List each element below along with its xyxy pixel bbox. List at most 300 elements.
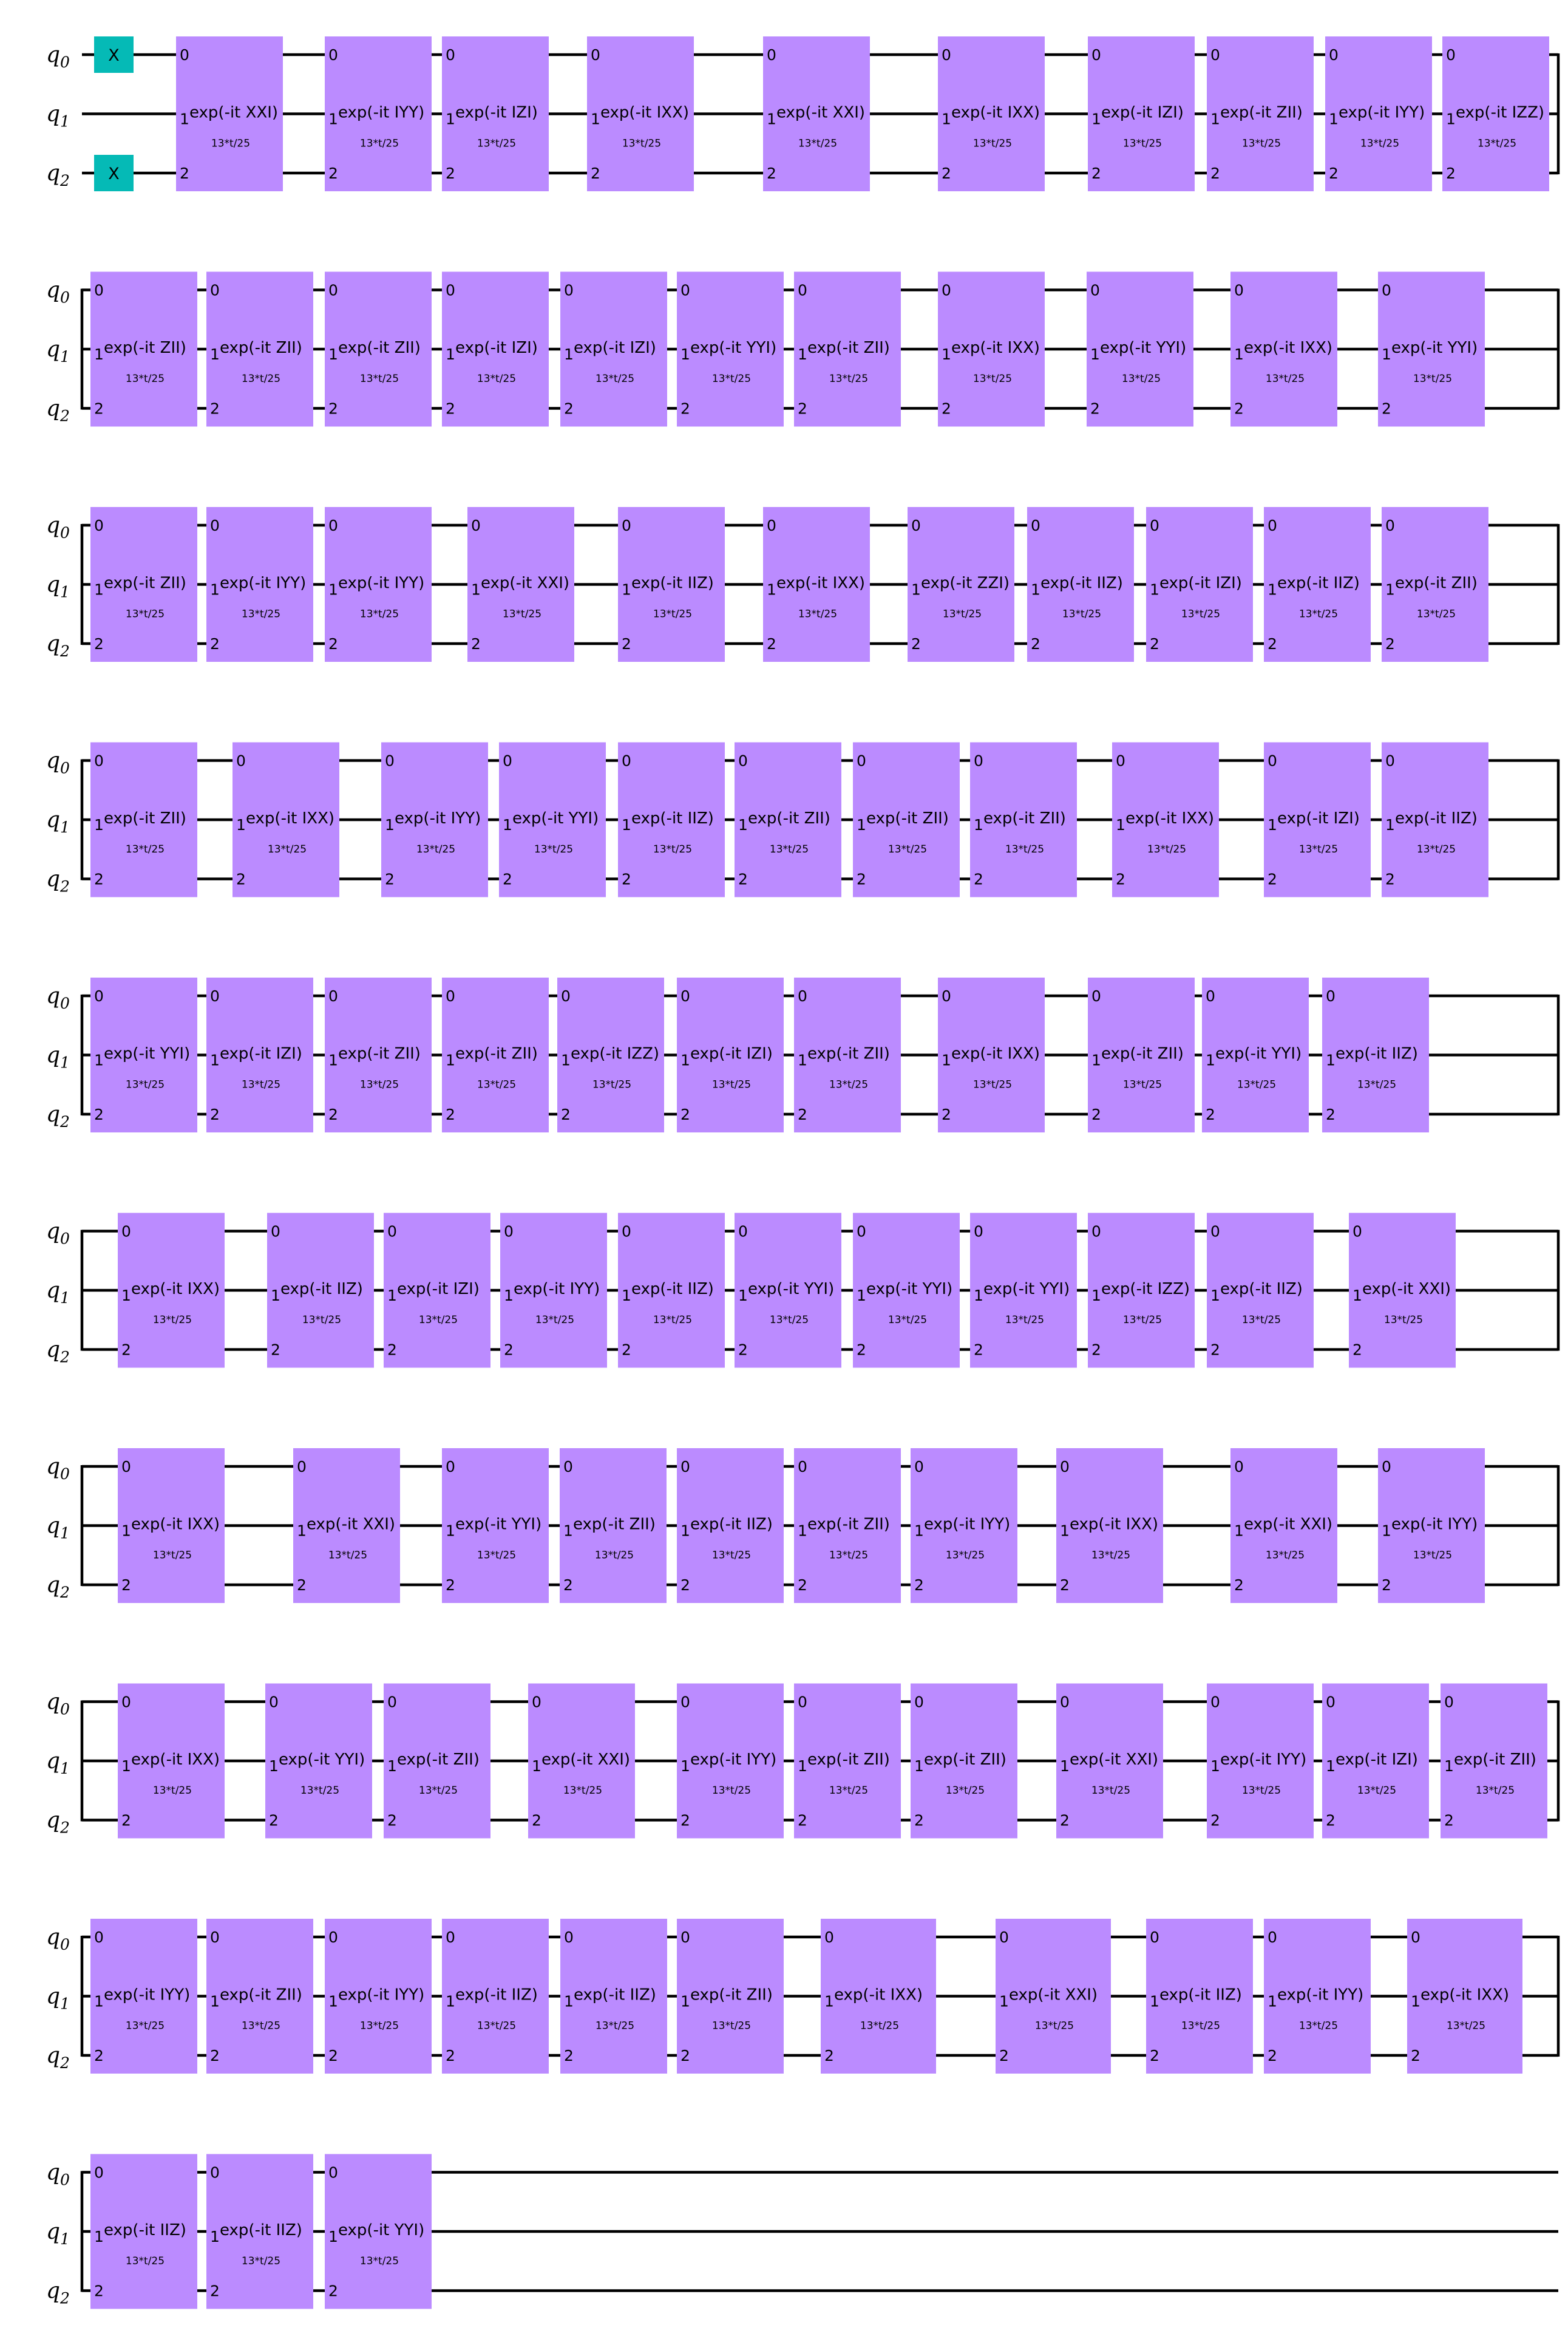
gate-port-0: 0 [1326,987,1336,1005]
gate-label: exp(-it IXX) [131,1280,220,1298]
gate-label: exp(-it ZII) [1454,1751,1536,1769]
gate-port-1: 1 [210,2228,220,2245]
evolution-gate [325,2154,432,2309]
gate-port-0: 0 [738,1222,748,1241]
evolution-gate [1441,1684,1547,1839]
gate-label: exp(-it IZI) [1336,1751,1418,1769]
gate-label: exp(-it IXX) [776,574,866,593]
gate-port-0: 0 [1234,281,1244,299]
gate-port-1: 1 [121,1757,131,1775]
gate-parameter: 13*t/25 [829,1549,869,1562]
gate-port-2: 2 [328,165,338,182]
gate-parameter: 13*t/25 [1005,1314,1045,1326]
gate-port-1: 1 [798,1522,807,1540]
gate-port-1: 1 [269,1757,279,1775]
gate-label: exp(-it ZII) [1101,1044,1184,1063]
qubit-label-q0: $q_0$ [46,43,70,71]
gate-port-2: 2 [1444,1811,1454,1829]
gate-parameter: 13*t/25 [1357,1078,1397,1091]
gate-port-2: 2 [328,2282,338,2300]
x-gate-q0 [94,36,134,73]
gate-port-0: 0 [857,1222,866,1241]
gate-port-1: 1 [1268,580,1277,599]
gate-port-0: 0 [180,46,189,64]
qubit-label-q1: $q_1$ [46,1043,70,1072]
gate-port-0: 0 [328,517,338,534]
gate-port-0: 0 [680,1458,690,1475]
gate-port-2: 2 [1268,870,1277,888]
gate-parameter: 13*t/25 [769,843,809,856]
gate-port-0: 0 [1116,752,1125,770]
gate-port-1: 1 [1210,110,1220,128]
gate-label: exp(-it XXI) [1362,1280,1451,1298]
gate-port-0: 0 [942,281,951,299]
gate-port-2: 2 [974,1341,983,1359]
qubit-label-q0: $q_0$ [46,748,70,777]
gate-port-2: 2 [798,1576,807,1594]
qubit-label-q1: $q_1$ [46,2219,70,2248]
gate-parameter: 13*t/25 [860,2020,900,2032]
gate-parameter: 13*t/25 [241,2255,281,2267]
gate-parameter: 13*t/25 [241,1078,281,1091]
gate-port-0: 0 [622,752,631,770]
gate-port-0: 0 [210,1928,220,1946]
gate-port-2: 2 [532,1811,541,1829]
gate-port-2: 2 [999,2047,1009,2064]
gate-port-1: 1 [561,1051,571,1069]
circuit-row-6 [46,1448,1558,1603]
gate-label: exp(-it ZII) [807,1044,890,1063]
evolution-gate [118,1213,225,1368]
gate-port-2: 2 [738,1341,748,1359]
evolution-gate [996,1919,1111,2074]
evolution-gate [293,1448,400,1603]
gate-parameter: 13*t/25 [1383,1314,1424,1326]
gate-port-2: 2 [297,1576,307,1594]
gate-parameter: 13*t/25 [1446,2020,1486,2032]
evolution-gate [1382,507,1488,662]
evolution-gate [442,1448,549,1603]
gate-port-0: 0 [446,987,455,1005]
gate-port-1: 1 [564,1992,574,2010]
gate-parameter: 13*t/25 [653,1314,693,1326]
gate-port-1: 1 [563,1522,573,1540]
gate-port-1: 1 [622,1287,631,1304]
gate-label: exp(-it ZII) [104,339,186,357]
gate-port-0: 0 [914,1693,924,1711]
gate-parameter: 13*t/25 [477,1078,517,1091]
gate-label: exp(-it YYI) [279,1751,365,1769]
x-gate-label: X [108,46,120,65]
gate-port-1: 1 [1446,110,1456,128]
circuit-row-8 [46,1919,1558,2074]
evolution-gate [763,36,870,191]
gate-parameter: 13*t/25 [359,2020,399,2032]
gate-port-1: 1 [328,580,338,599]
gate-parameter: 13*t/25 [711,1078,752,1091]
gate-port-1: 1 [1268,816,1277,834]
gate-label: exp(-it ZII) [807,1751,890,1769]
gate-parameter: 13*t/25 [328,1549,368,1562]
gate-port-0: 0 [446,46,455,64]
gate-port-2: 2 [1326,1106,1336,1123]
gate-port-2: 2 [798,1811,807,1829]
gate-label: exp(-it ZII) [455,1044,538,1063]
gate-port-0: 0 [1444,1693,1454,1711]
evolution-gate [325,272,432,427]
gate-parameter: 13*t/25 [592,1078,632,1091]
gate-port-0: 0 [121,1458,131,1475]
evolution-gate [677,272,784,427]
evolution-gate [1322,978,1429,1132]
evolution-gate [587,36,694,191]
gate-port-2: 2 [1206,1106,1215,1123]
gate-port-0: 0 [622,1222,631,1241]
evolution-gate [90,272,197,427]
evolution-gate [735,743,841,897]
gate-port-1: 1 [942,1051,951,1069]
gate-port-1: 1 [94,1051,104,1069]
gate-port-2: 2 [328,2047,338,2064]
gate-label: exp(-it YYI) [748,1280,835,1298]
gate-port-0: 0 [269,1693,279,1711]
gate-port-0: 0 [1352,1222,1362,1241]
circuit-row-2 [46,507,1558,662]
gate-port-2: 2 [942,165,951,182]
evolution-gate [1146,507,1253,662]
gate-parameter: 13*t/25 [302,1314,342,1326]
gate-port-0: 0 [798,987,807,1005]
circuit-row-0 [46,36,1558,191]
gate-port-0: 0 [387,1693,397,1711]
gate-port-1: 1 [1091,110,1101,128]
qubit-label-q2: $q_2$ [46,1808,70,1837]
gate-parameter: 13*t/25 [1237,1078,1277,1091]
gate-label: exp(-it IXX) [131,1751,220,1769]
gate-port-0: 0 [121,1222,131,1241]
gate-parameter: 13*t/25 [1241,1785,1281,1797]
gate-port-2: 2 [385,870,395,888]
gate-label: exp(-it ZII) [338,1044,421,1063]
evolution-gate [911,1684,1017,1839]
gate-port-1: 1 [1411,1992,1420,2010]
gate-label: exp(-it YYI) [1100,339,1187,357]
gate-label: exp(-it ZII) [104,574,186,593]
gate-label: exp(-it XXI) [1009,1986,1098,2004]
gate-parameter: 13*t/25 [1416,608,1456,621]
gate-port-1: 1 [1091,1051,1101,1069]
gate-port-1: 1 [680,1757,690,1775]
gate-parameter: 13*t/25 [1413,373,1453,385]
gate-label: exp(-it IIZ) [631,574,714,593]
circuit-row-3 [46,743,1558,897]
gate-port-0: 0 [328,46,338,64]
evolution-gate [206,978,313,1132]
gate-port-2: 2 [1385,870,1395,888]
gate-port-1: 1 [1060,1757,1070,1775]
gate-label: exp(-it ZII) [1220,103,1303,122]
gate-port-0: 0 [622,517,631,534]
gate-label: exp(-it IIZ) [1277,574,1360,593]
evolution-gate [853,743,960,897]
gate-port-1: 1 [564,345,574,363]
gate-port-2: 2 [446,1106,455,1123]
gate-label: exp(-it IXX) [1244,339,1333,357]
gate-parameter: 13*t/25 [418,1314,458,1326]
gate-port-1: 1 [767,110,776,128]
gate-port-1: 1 [974,816,983,834]
qubit-label-q2: $q_2$ [46,161,70,189]
gate-port-0: 0 [1060,1693,1070,1711]
gate-port-1: 1 [680,1522,690,1540]
gate-port-0: 0 [328,281,338,299]
evolution-gate [1442,36,1549,191]
gate-label: exp(-it IZZ) [571,1044,660,1063]
gate-label: exp(-it ZII) [924,1751,1006,1769]
gate-label: exp(-it ZII) [807,339,890,357]
gate-label: exp(-it IZI) [1159,574,1242,593]
evolution-gate [938,36,1045,191]
evolution-gate [1264,743,1371,897]
gate-port-2: 2 [269,1811,279,1829]
gate-port-1: 1 [121,1287,131,1304]
gate-port-0: 0 [1385,752,1395,770]
evolution-gate [1378,272,1485,427]
evolution-gate [938,272,1045,427]
gate-parameter: 13*t/25 [359,137,399,150]
gate-port-2: 2 [622,1341,631,1359]
gate-port-2: 2 [1329,165,1339,182]
gate-port-0: 0 [121,1693,131,1711]
qubit-label-q0: $q_0$ [46,984,70,1012]
evolution-gate [267,1213,374,1368]
gate-parameter: 13*t/25 [1298,608,1339,621]
gate-port-0: 0 [385,752,395,770]
gate-port-0: 0 [1268,752,1277,770]
gate-label: exp(-it ZII) [104,809,186,828]
gate-port-0: 0 [271,1222,280,1241]
gate-port-1: 1 [503,816,512,834]
gate-parameter: 13*t/25 [1122,1078,1162,1091]
gate-label: exp(-it XXI) [307,1515,396,1534]
gate-port-2: 2 [1326,1811,1336,1829]
qubit-label-q0: $q_0$ [46,1454,70,1483]
gate-port-0: 0 [1150,1928,1159,1946]
gate-port-1: 1 [1234,345,1244,363]
gate-port-0: 0 [94,2163,104,2182]
gate-label: exp(-it ZZI) [921,574,1010,593]
evolution-gate [1056,1448,1163,1603]
circuit-row-9 [46,2154,1558,2309]
gate-label: exp(-it ZII) [220,1986,302,2004]
gate-label: exp(-it YYI) [455,1515,542,1534]
gate-port-2: 2 [1352,1341,1362,1359]
gate-parameter: 13*t/25 [1241,1314,1281,1326]
gate-port-2: 2 [446,400,455,418]
gate-port-2: 2 [94,635,104,653]
gate-port-1: 1 [94,2228,104,2245]
evolution-gate [1349,1213,1456,1368]
gate-port-1: 1 [1382,345,1391,363]
gate-port-0: 0 [503,752,512,770]
qubit-label-q1: $q_1$ [46,337,70,366]
gate-label: exp(-it IXX) [834,1986,923,2004]
gate-port-2: 2 [1446,165,1456,182]
gate-port-0: 0 [94,517,104,534]
gate-port-2: 2 [210,635,220,653]
gate-parameter: 13*t/25 [1477,137,1517,150]
evolution-gate [821,1919,936,2074]
evolution-gate [1378,1448,1485,1603]
gate-port-1: 1 [328,345,338,363]
gate-parameter: 13*t/25 [1298,2020,1339,2032]
gate-label: exp(-it IIZ) [631,809,714,828]
evolution-gate [499,743,606,897]
evolution-gate [677,1448,784,1603]
evolution-gate [118,1684,225,1839]
evolution-gate [1027,507,1134,662]
gate-parameter: 13*t/25 [418,1785,458,1797]
circuit-row-1 [46,272,1558,427]
circuit-row-4 [46,978,1558,1132]
circuit-row-5 [46,1213,1558,1368]
evolution-gate [735,1213,841,1368]
gate-parameter: 13*t/25 [972,137,1013,150]
gate-label: exp(-it IIZ) [1220,1280,1303,1298]
gate-parameter: 13*t/25 [653,608,693,621]
gate-port-1: 1 [532,1757,541,1775]
gate-parameter: 13*t/25 [241,2020,281,2032]
gate-port-1: 1 [121,1522,131,1540]
gate-port-2: 2 [210,2047,220,2064]
gate-port-1: 1 [387,1757,397,1775]
gate-port-1: 1 [446,1051,455,1069]
gate-port-1: 1 [1326,1757,1336,1775]
gate-port-2: 2 [1234,1576,1244,1594]
gate-parameter: 13*t/25 [595,373,635,385]
gate-port-2: 2 [914,1576,924,1594]
gate-port-2: 2 [1091,1341,1101,1359]
evolution-gate [794,1448,901,1603]
gate-port-1: 1 [446,1992,455,2010]
gate-port-1: 1 [622,580,631,599]
gate-port-2: 2 [1268,635,1277,653]
gate-port-0: 0 [798,1693,807,1711]
gate-parameter: 13*t/25 [359,373,399,385]
gate-parameter: 13*t/25 [1181,2020,1221,2032]
gate-port-0: 0 [914,1458,924,1475]
gate-port-1: 1 [1206,1051,1215,1069]
qubit-label-q0: $q_0$ [46,2160,70,2189]
gate-parameter: 13*t/25 [125,1078,165,1091]
gate-label: exp(-it ZII) [983,809,1066,828]
gate-parameter: 13*t/25 [1265,1549,1305,1562]
evolution-gate [442,978,549,1132]
gate-port-2: 2 [680,2047,690,2064]
gate-parameter: 13*t/25 [711,2020,752,2032]
gate-port-2: 2 [328,1106,338,1123]
gate-label: exp(-it IYY) [690,1751,777,1769]
gate-port-0: 0 [446,1928,455,1946]
gate-port-0: 0 [94,987,104,1005]
gate-port-1: 1 [1234,1522,1244,1540]
gate-parameter: 13*t/25 [829,1078,869,1091]
gate-port-2: 2 [591,165,600,182]
gate-parameter: 13*t/25 [945,1549,985,1562]
gate-parameter: 13*t/25 [1122,1314,1162,1326]
qubit-label-q1: $q_1$ [46,101,70,131]
gate-port-0: 0 [1382,1458,1391,1475]
circuit-row-7 [46,1684,1558,1839]
gate-port-0: 0 [446,1458,455,1475]
gate-port-0: 0 [798,281,807,299]
qubit-label-q0: $q_0$ [46,1689,70,1718]
gate-parameter: 13*t/25 [125,2020,165,2032]
evolution-gate [528,1684,635,1839]
gate-port-2: 2 [1382,1576,1391,1594]
gate-port-0: 0 [680,281,690,299]
gate-port-1: 1 [446,1522,455,1540]
gate-port-2: 2 [387,1811,397,1829]
gate-label: exp(-it IZI) [1277,809,1360,828]
evolution-gate [560,1919,667,2074]
gate-port-0: 0 [738,752,748,770]
evolution-gate [232,743,339,897]
gate-port-0: 0 [328,987,338,1005]
gate-parameter: 13*t/25 [1091,1785,1131,1797]
evolution-gate [911,1448,1017,1603]
gate-port-2: 2 [1031,635,1040,653]
gate-parameter: 13*t/25 [1413,1549,1453,1562]
gate-port-2: 2 [121,1811,131,1829]
gate-label: exp(-it IZI) [574,339,656,357]
gate-port-1: 1 [680,1051,690,1069]
gate-port-0: 0 [1210,1693,1220,1711]
gate-parameter: 13*t/25 [1121,373,1161,385]
gate-port-0: 0 [1210,46,1220,64]
gate-port-1: 1 [1385,580,1395,599]
evolution-gate [325,507,432,662]
gate-label: exp(-it IIZ) [1159,1986,1242,2004]
gate-label: exp(-it YYI) [983,1280,1070,1298]
evolution-gate [1112,743,1219,897]
gate-port-0: 0 [767,517,776,534]
gate-label: exp(-it IXX) [1420,1986,1510,2004]
gate-label: exp(-it ZII) [1395,574,1478,593]
gate-port-0: 0 [1268,1928,1277,1946]
gate-parameter: 13*t/25 [888,1314,928,1326]
gate-port-0: 0 [1031,517,1040,534]
gate-parameter: 13*t/25 [829,373,869,385]
gate-label: exp(-it IIZ) [1336,1044,1418,1063]
gate-port-2: 2 [1234,400,1244,418]
gate-parameter: 13*t/25 [502,608,542,621]
gate-label: exp(-it YYI) [866,1280,953,1298]
gate-port-0: 0 [1150,517,1159,534]
gate-label: exp(-it IZI) [220,1044,302,1063]
gate-port-1: 1 [236,816,246,834]
gate-port-2: 2 [328,635,338,653]
gate-parameter: 13*t/25 [972,373,1013,385]
gate-port-1: 1 [999,1992,1009,2010]
gate-port-1: 1 [210,345,220,363]
gate-port-2: 2 [914,1811,924,1829]
gate-port-0: 0 [504,1222,514,1241]
gate-port-2: 2 [1150,2047,1159,2064]
gate-port-2: 2 [446,2047,455,2064]
gate-port-1: 1 [1090,345,1100,363]
gate-port-0: 0 [236,752,246,770]
